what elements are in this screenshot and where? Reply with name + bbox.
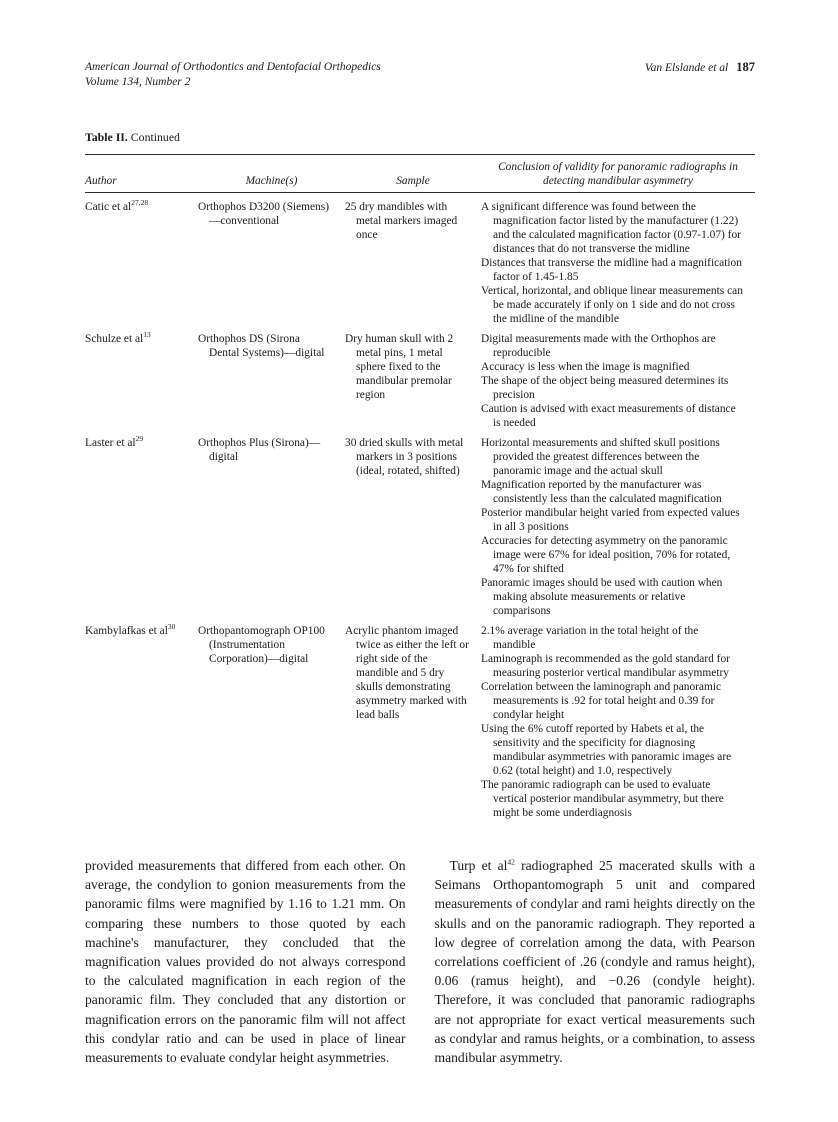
conclusion-item: Vertical, horizontal, and oblique linear measurements can be made accurately if only on 1 side and do not cross the midline of the mandible (481, 285, 743, 325)
table-header-row (85, 154, 755, 193)
table-caption (85, 130, 755, 145)
citation-authors: Van Elslande et al (644, 62, 729, 74)
author-name: Schulze et al (85, 333, 144, 345)
table-row (85, 436, 755, 618)
conclusion-item: The panoramic radiograph can be used to evaluate vertical posterior mandibular asymmetry, but there might be some underdiagnosis (481, 779, 724, 819)
author-superscript: 27,28 (131, 198, 149, 208)
page-content (85, 60, 755, 1067)
paragraph-left: provided measurements that differed from each other. On average, the condylion to gonion measurements from the panoramic films were magnified by 1.16 to 1.21 mm. On comparing these numbers to those quoted by each machine's manufacturer, they concluded that the magnification values provided do not always correspond to the calculated magnification in each region of the panoramic film. They concluded that any distortion or magnification errors on the panoramic film will not affect this condylar ratio and can be used in place of linear measurements to evaluate condylar height asymmetries. (85, 858, 406, 1066)
journal-volume: Volume 134, Number 2 (85, 76, 191, 88)
conclusion-item: Distances that transverse the midline had a magnification factor of 1.45-1.85 (481, 257, 742, 283)
conclusion-cell (481, 436, 755, 618)
column-header-machines: Machine(s) (245, 175, 298, 187)
conclusion-cell (481, 332, 755, 430)
column-header-sample: Sample (396, 175, 430, 187)
journal-title: American Journal of Orthodontics and Dentofacial Orthopedics (85, 61, 381, 73)
author-cell (85, 624, 198, 820)
table-continued: Continued (130, 130, 180, 144)
machine-cell: Orthophos Plus (Sirona)—digital (198, 437, 321, 463)
author-superscript: 30 (167, 622, 176, 632)
sample-cell: 25 dry mandibles with metal markers imaged once (345, 201, 458, 241)
sample-cell: 30 dried skulls with metal markers in 3 positions (ideal, rotated, shifted) (345, 437, 464, 477)
conclusion-item: Digital measurements made with the Orthophos are reproducible (481, 333, 716, 359)
conclusion-item: The shape of the object being measured determines its precision (481, 375, 729, 401)
body-column-left (85, 856, 406, 1067)
author-superscript: 13 (143, 330, 151, 340)
sample-cell: Dry human skull with 2 metal pins, 1 metal sphere fixed to the mandibular premolar region (345, 333, 454, 401)
table-label: Table II. (85, 130, 128, 144)
conclusion-item: Horizontal measurements and shifted skull positions provided the greatest differences between the panoramic image and the actual skull (481, 437, 720, 477)
citation-block (645, 60, 755, 90)
author-cell (85, 436, 198, 618)
conclusion-item: Caution is advised with exact measurements of distance is needed (481, 403, 736, 429)
body-column-right (435, 856, 756, 1067)
paragraph-right (435, 856, 756, 1067)
author-name: Catic et al (85, 201, 132, 213)
table-row (85, 200, 755, 326)
author-cell (85, 332, 198, 430)
paragraph-right-lead: Turp et al (449, 858, 508, 873)
column-header-author: Author (85, 175, 117, 187)
page-number: 187 (736, 60, 755, 74)
conclusion-cell (481, 624, 755, 820)
conclusion-item: Accuracy is less when the image is magnified (481, 361, 690, 373)
table-row (85, 624, 755, 820)
author-cell (85, 200, 198, 326)
paragraph-right-rest: radiographed 25 macerated skulls with a Seimans Orthopantomograph 5 unit and compared measurements of condylar and rami heights directly on the skulls and on the panoramic radiograph. They reported a low degree of correlation among the data, with Pearson correlations coefficient of .26 (condyle and ramus height), 0.06 (ramus height), and −0.26 (condyle height). Therefore, it was concluded that panoramic radiographs are not appropriate for exact vertical measurements such as condylar and ramus heights, or a combination, to assess mandibular asymmetry. (434, 858, 755, 1066)
table-2 (85, 130, 755, 820)
conclusion-item: Using the 6% cutoff reported by Habets et al, the sensitivity and the specificity for diagnosing mandibular asymmetries with panoramic images are 0.62 (total height) and 1.0, respectively (481, 723, 732, 777)
conclusion-item: Panoramic images should be used with caution when making absolute measurements or relative comparisons (481, 577, 723, 617)
sample-cell: Acrylic phantom imaged twice as either the left or right side of the mandible and 5 dry skulls demonstrating asymmetry marked with lead balls (345, 625, 469, 721)
author-name: Kambylafkas et al (85, 625, 168, 637)
machine-cell: Orthophos DS (Sirona Dental Systems)—digital (198, 333, 325, 359)
conclusion-item: A significant difference was found between the magnification factor listed by the manufacturer (1.22) and the calculated magnification factor (0.97-1.07) for distances that do not transverse the midline (481, 201, 741, 255)
machine-cell: Orthophos D3200 (Siemens)—conventional (198, 201, 329, 227)
conclusion-item: Posterior mandibular height varied from expected values in all 3 positions (481, 507, 740, 533)
machine-cell: Orthopantomograph OP100 (Instrumentation Corporation)—digital (198, 625, 325, 665)
author-name: Laster et al (85, 437, 136, 449)
table-body (85, 193, 755, 820)
running-head (85, 60, 755, 90)
conclusion-item: Laminograph is recommended as the gold standard for measuring posterior vertical mandibular asymmetry (481, 653, 730, 679)
conclusion-item: Magnification reported by the manufacturer was consistently less than the calculated magnification (481, 479, 722, 505)
conclusion-item: Accuracies for detecting asymmetry on the panoramic image were 67% for ideal position, 70% for rotated, 47% for shifted (481, 535, 731, 575)
conclusion-cell (481, 200, 755, 326)
conclusion-item: 2.1% average variation in the total height of the mandible (481, 625, 699, 651)
body-text (85, 856, 755, 1067)
conclusion-item: Correlation between the laminograph and panoramic measurements is .92 for total height and 0.39 for condylar height (481, 681, 722, 721)
journal-info (85, 60, 381, 90)
table-row (85, 332, 755, 430)
author-superscript: 29 (135, 434, 144, 444)
reference-superscript: 42 (507, 857, 515, 867)
column-header-conclusion: Conclusion of validity for panoramic radiographs in detecting mandibular asymmetry (498, 161, 738, 187)
